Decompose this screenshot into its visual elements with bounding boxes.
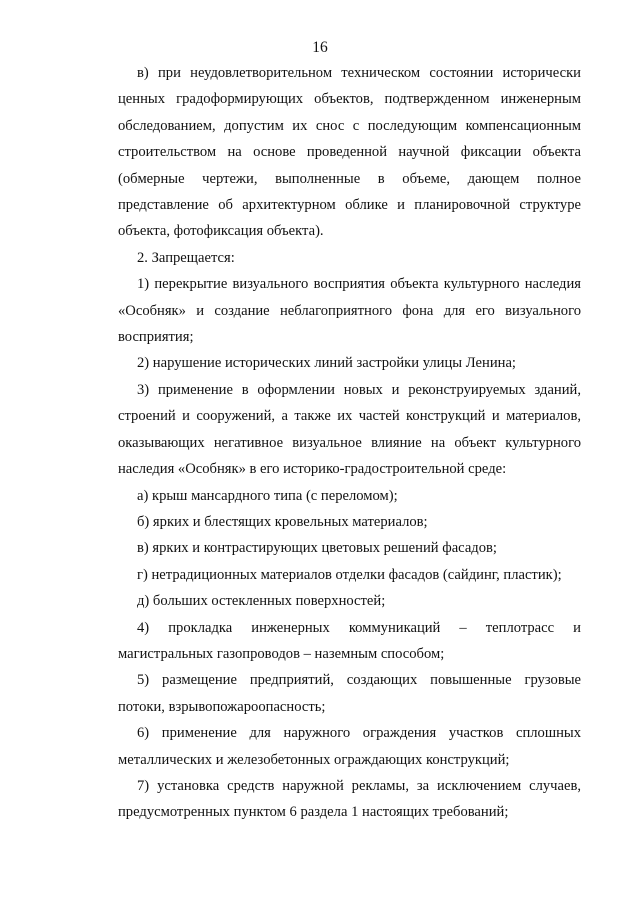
paragraph-item-1: 1) перекрытие визуального восприятия объекта культурного наследия «Особняк» и создание неблагоприятного фона для его визуального восприятия; <box>118 276 581 346</box>
paragraph-subitem-g: г) нетрадиционных материалов отделки фасадов (сайдинг, пластик); <box>137 566 562 583</box>
paragraph-subitem-a: а) крыш мансардного типа (с переломом); <box>137 487 398 504</box>
paragraph-subitem-d: д) больших остекленных поверхностей; <box>137 593 386 610</box>
paragraph-item-5: 5) размещение предприятий, создающих повышенные грузовые потоки, взрывопожароопасность; <box>118 672 581 715</box>
page-number: 16 <box>312 39 328 56</box>
paragraph-item-6: 6) применение для наружного ограждения участков сплошных металлических и железобетонных ограждающих конструкций; <box>118 725 581 768</box>
paragraph-item-2: 2) нарушение исторических линий застройки улицы Ленина; <box>137 355 516 372</box>
document-body <box>118 60 581 826</box>
paragraph-subitem-b: б) ярких и блестящих кровельных материалов; <box>137 513 428 530</box>
paragraph-item-7: 7) установка средств наружной рекламы, за исключением случаев, предусмотренных пунктом 6 раздела 1 настоящих требований; <box>118 777 581 821</box>
paragraph-item-3: 3) применение в оформлении новых и реконструируемых зданий, строений и сооружений, а также их частей конструкций и материалов, оказывающих негативное визуальное влияние на объект культурного наследия «Особняк» в его историко-градостроительной среде: <box>118 381 581 478</box>
paragraph-item-4: 4) прокладка инженерных коммуникаций – теплотрасс и магистральных газопроводов – наземным способом; <box>118 619 581 662</box>
paragraph-section-2-prohibited: 2. Запрещается: <box>137 249 235 266</box>
paragraph-subitem-v: в) ярких и контрастирующих цветовых решений фасадов; <box>137 540 497 557</box>
paragraph-item-v-demolition: в) при неудовлетворительном техническом состоянии исторически ценных градоформирующих объектов, подтвержденном инженерным обследованием, допустим их снос с последующим компенсационным строительством на основе проведенной научной фиксации объекта (обмерные чертежи, выполненные в объеме, дающем полное представление об архитектурном облике и планировочной структуре объекта, фотофиксация объекта). <box>118 65 581 240</box>
